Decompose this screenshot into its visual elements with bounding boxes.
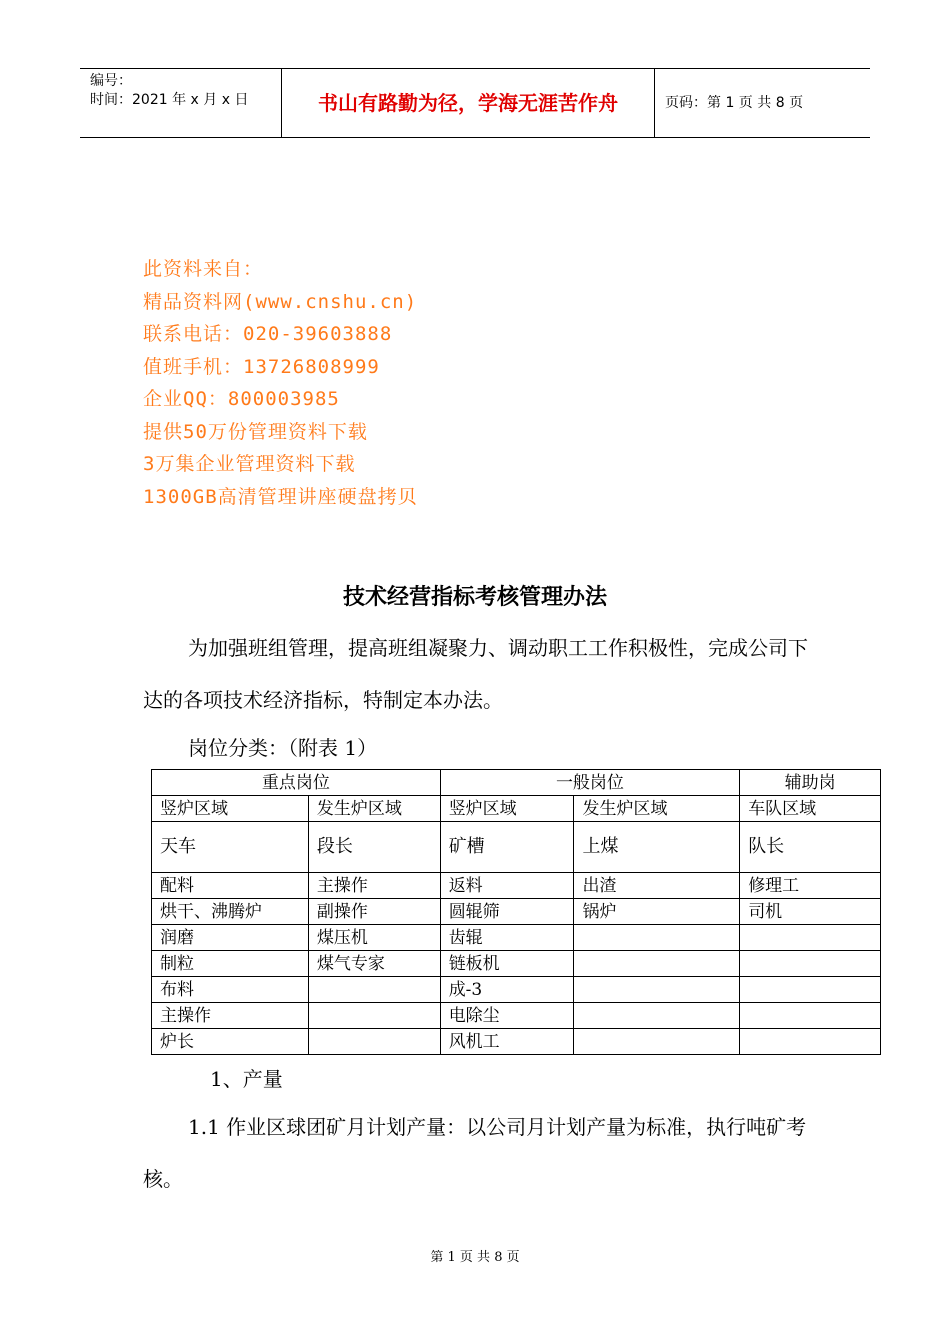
group-general-posts: 一般岗位 (440, 770, 740, 796)
table-cell: 天车 (152, 822, 309, 873)
table-cell: 主操作 (308, 873, 440, 899)
table-area-row (152, 796, 881, 822)
table-cell: 烘干、沸腾炉 (152, 899, 309, 925)
table-cell (574, 1003, 740, 1029)
table-row (152, 977, 881, 1003)
date-label: 时间：2021 年 x 月 x 日 (90, 92, 249, 108)
table-cell: 炉长 (152, 1029, 309, 1055)
table-cell: 圆辊筛 (440, 899, 574, 925)
area-cell: 竖炉区域 (152, 796, 309, 822)
table-cell (740, 1003, 881, 1029)
table-cell (308, 1029, 440, 1055)
table-cell: 队长 (740, 822, 881, 873)
table-cell: 成-3 (440, 977, 574, 1003)
table-cell: 出渣 (574, 873, 740, 899)
document-title: 技术经营指标考核管理办法 (342, 585, 607, 610)
table-cell (740, 977, 881, 1003)
table-cell: 主操作 (152, 1003, 309, 1029)
group-auxiliary-posts: 辅助岗 (740, 770, 881, 796)
table-cell: 上煤 (574, 822, 740, 873)
table-row (152, 1003, 881, 1029)
intro-paragraph: 为加强班组管理，提高班组凝聚力、调动职工工作积极性，完成公司下达的各项技术经济指标，特制定本办法。 (143, 636, 808, 712)
number-label: 编号： (90, 73, 132, 89)
table-row (152, 822, 881, 873)
table-cell (574, 925, 740, 951)
area-cell: 车队区域 (740, 796, 881, 822)
table-cell (308, 1003, 440, 1029)
table-cell (574, 951, 740, 977)
table-cell: 链板机 (440, 951, 574, 977)
header-meta (80, 69, 280, 137)
table-cell: 司机 (740, 899, 881, 925)
table-cell: 配料 (152, 873, 309, 899)
table-cell (740, 1029, 881, 1055)
table-row (152, 899, 881, 925)
table-header-row (152, 770, 881, 796)
promo-line: 精品资料网(www.cnshu.cn) (143, 290, 418, 313)
table-row (152, 873, 881, 899)
promo-line: 1300GB高清管理讲座硬盘拷贝 (143, 485, 418, 508)
table-cell: 副操作 (308, 899, 440, 925)
table-cell: 煤气专家 (308, 951, 440, 977)
promo-block (143, 253, 418, 513)
header-motto: 书山有路勤为径，学海无涯苦作舟 (281, 69, 655, 137)
table-cell: 风机工 (440, 1029, 574, 1055)
table-cell: 布料 (152, 977, 309, 1003)
table-cell: 电除尘 (440, 1003, 574, 1029)
table-cell: 煤压机 (308, 925, 440, 951)
section-heading: 1、产量 (210, 1067, 283, 1091)
area-cell: 竖炉区域 (440, 796, 574, 822)
table-row (152, 1029, 881, 1055)
table-cell: 润磨 (152, 925, 309, 951)
table-cell: 返料 (440, 873, 574, 899)
table-cell (574, 977, 740, 1003)
table-cell: 齿辊 (440, 925, 574, 951)
area-cell: 发生炉区域 (308, 796, 440, 822)
table-cell: 段长 (308, 822, 440, 873)
page-header (80, 68, 870, 138)
promo-line: 此资料来自： (143, 258, 264, 280)
area-cell: 发生炉区域 (574, 796, 740, 822)
table-cell: 锅炉 (574, 899, 740, 925)
page-footer: 第 1 页 共 8 页 (430, 1250, 520, 1265)
header-page-label: 页码：第 1 页 共 8 页 (665, 95, 804, 111)
promo-line: 联系电话：020-39603888 (143, 323, 393, 345)
table-cell (740, 951, 881, 977)
table-cell: 矿槽 (440, 822, 574, 873)
table-row (152, 925, 881, 951)
classification-line: 岗位分类：（附表 1） (188, 736, 378, 760)
position-table (151, 769, 881, 1055)
table-cell (308, 977, 440, 1003)
group-key-posts: 重点岗位 (152, 770, 441, 796)
table-cell: 制粒 (152, 951, 309, 977)
promo-line: 提供50万份管理资料下载 (143, 420, 368, 443)
promo-line: 3万集企业管理资料下载 (143, 453, 356, 475)
table-cell (740, 925, 881, 951)
promo-line: 值班手机：13726808999 (143, 355, 380, 378)
table-cell: 修理工 (740, 873, 881, 899)
section-paragraph: 1.1 作业区球团矿月计划产量：以公司月计划产量为标准，执行吨矿考核。 (143, 1115, 807, 1191)
table-row (152, 951, 881, 977)
table-cell (574, 1029, 740, 1055)
promo-line: 企业QQ：800003985 (143, 388, 340, 410)
